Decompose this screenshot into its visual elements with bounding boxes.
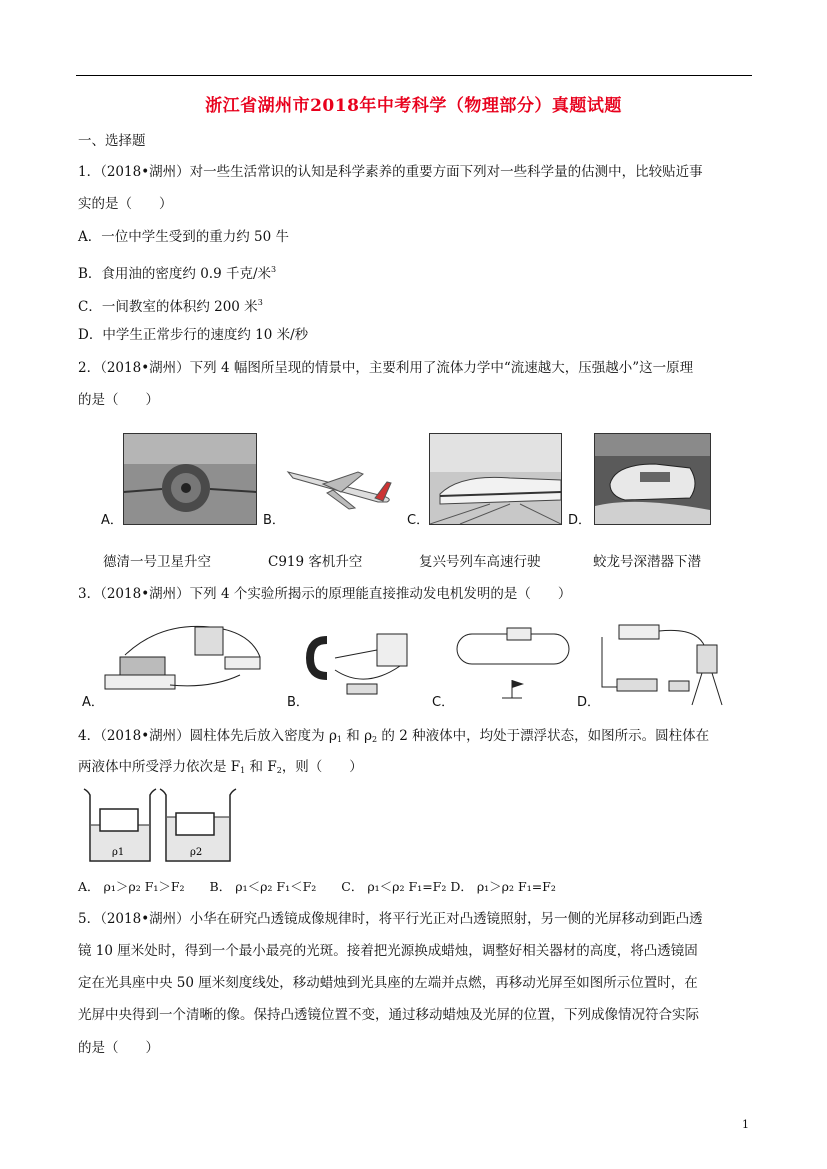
q2-caption-b: C919 客机升空: [268, 554, 363, 570]
q3-figure-b: [305, 630, 435, 702]
train-image: [430, 434, 561, 524]
q2-photo-submersible: [594, 433, 711, 525]
q5-stem-line5: 的是（ ）: [78, 1040, 159, 1056]
q3-label-b: B．: [287, 695, 309, 710]
q3-stem-line1: 3．（2018•湖州）下列 4 个实验所揭示的原理能直接推动发电机发明的是（ ）: [78, 586, 572, 602]
q2-label-b: B．: [263, 513, 285, 528]
page-title: 浙江省湖州市2018年中考科学（物理部分）真题试题: [205, 96, 622, 116]
q2-stem-line2: 的是（ ）: [78, 392, 159, 408]
page-number: 1: [742, 1118, 749, 1131]
q5-stem-line2: 镜 10 厘米处时，得到一个最小最亮的光斑。接着把光源换成蜡烛，调整好相关器材的高度，将凸透镜固: [78, 943, 698, 959]
q1-option-b: B．食用油的密度约 0.9 千克/米$^3$: [78, 265, 277, 282]
submersible-image: [595, 434, 710, 524]
airplane-image: [283, 452, 398, 512]
q3-label-d: D．: [577, 695, 601, 710]
q2-photo-airplane: [283, 452, 398, 512]
q4-stem-line2: 两液体中所受浮力依次是 $F_1$ 和 $F_2$，则（ ）: [78, 759, 363, 775]
q2-photo-satellite: [123, 433, 257, 525]
q2-caption-a: 德清一号卫星升空: [103, 554, 211, 570]
q1-stem-line1: 1．（2018•湖州）对一些生活常识的认知是科学素养的重要方面下列对一些科学量的估测中，比较贴近事: [78, 164, 703, 180]
q3-label-a: A．: [82, 695, 104, 710]
q4-stem-line1: 4．（2018•湖州）圆柱体先后放入密度为 $\rho_1$ 和 $\rho_2$ 的 2 种液体中，均处于漂浮状态，如图所示。圆柱体在: [78, 728, 710, 744]
q4-beakers-figure: [80, 785, 240, 867]
q1-option-a: A．一位中学生受到的重力约 50 牛: [78, 229, 290, 245]
satellite-image: [124, 434, 256, 524]
q1-option-d: D．中学生正常步行的速度约 10 米/秒: [78, 327, 309, 343]
q5-stem-line4: 光屏中央得到一个清晰的像。保持凸透镜位置不变，通过移动蜡烛及光屏的位置，下列成像情况符合实际: [78, 1007, 699, 1023]
q3-figure-c: [452, 618, 582, 708]
q2-label-c: C．: [407, 513, 430, 528]
beaker1-label: ρ1: [112, 847, 125, 858]
q2-label-d: D．: [568, 513, 592, 528]
q3-figure-d: [597, 617, 732, 707]
q1-stem-line2: 实的是（ ）: [78, 196, 173, 212]
beaker2-label: ρ2: [190, 847, 203, 858]
q5-stem-line3: 定在光具座中央 50 厘米刻度线处，移动蜡烛到光具座的左端并点燃，再移动光屏至如图所示位置时，在: [78, 975, 698, 991]
q2-photo-train: [429, 433, 562, 525]
q2-caption-d: 蛟龙号深潜器下潜: [593, 554, 701, 570]
q2-stem-line1: 2．（2018•湖州）下列 4 幅图所呈现的情景中，主要利用了流体力学中“流速越大，压强越小”这一原理: [78, 360, 694, 376]
section-heading: 一、选择题: [78, 133, 146, 149]
q3-label-c: C．: [432, 695, 455, 710]
q3-figure-a: [100, 617, 270, 707]
q1-option-c: C．一间教室的体积约 200 米$^3$: [78, 298, 263, 315]
q4-options: A． ρ₁＞ρ₂ F₁＞F₂ B． ρ₁＜ρ₂ F₁＜F₂ C． ρ₁＜ρ₂ F₁=F₂ D． ρ₁＞ρ₂ F₁=F₂: [78, 879, 556, 894]
q5-stem-line1: 5．（2018•湖州）小华在研究凸透镜成像规律时，将平行光正对凸透镜照射，另一侧的光屏移动到距凸透: [78, 911, 703, 927]
header-rule: [76, 75, 752, 76]
q2-label-a: A．: [101, 513, 123, 528]
q2-caption-c: 复兴号列车高速行驶: [419, 554, 541, 570]
